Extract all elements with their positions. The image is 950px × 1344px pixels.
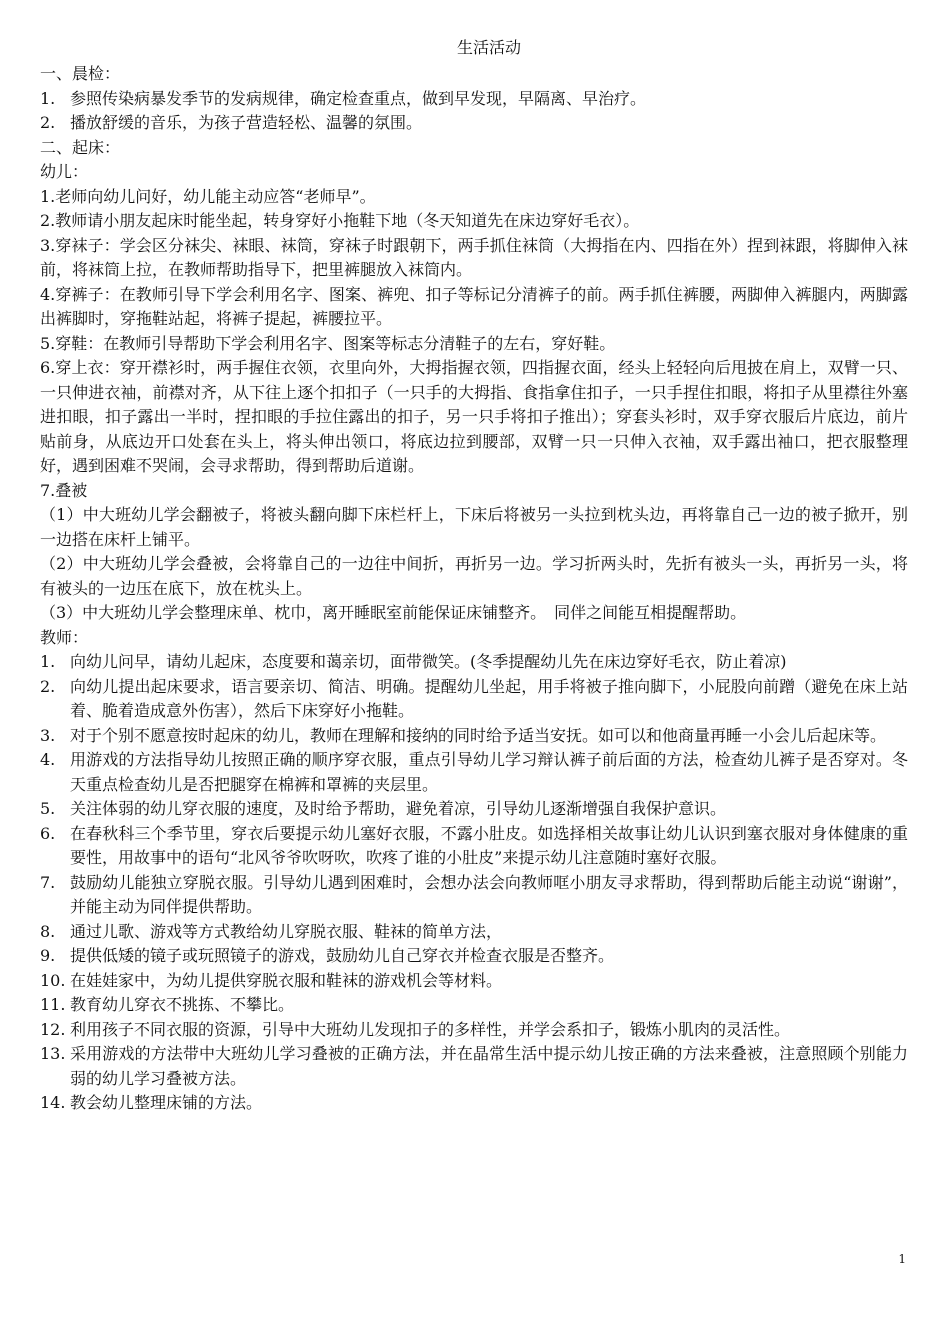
section-heading-morning-check: 一、晨检： xyxy=(40,64,121,83)
list-item-number: 11. xyxy=(40,995,66,1014)
list-item xyxy=(40,724,908,749)
paragraph: 3.穿袜子：学会区分袜尖、袜眼、袜筒，穿袜子时跟朝下，两手抓住袜筒（大拇指在内、四指在外）捏到袜跟，将脚伸入袜前，将袜筒上拉，在教师帮助指导下，把里裤腿放入袜筒内。 xyxy=(40,235,908,279)
list-item-number: 4. xyxy=(40,750,56,769)
list-item-text: 关注体弱的幼儿穿衣服的速度，及时给予帮助，避免着凉，引导幼儿逐渐增强自我保护意识。 xyxy=(70,799,727,818)
list-item-text: 利用孩子不同衣服的资源，引导中大班幼儿发现扣子的多样性，并学会系扣子，锻炼小肌肉的灵活性。 xyxy=(70,1019,791,1039)
document-page xyxy=(40,36,908,1116)
page-title: 生活活动 xyxy=(456,38,521,57)
list-item xyxy=(40,1091,908,1116)
page-number: 1 xyxy=(898,1252,906,1266)
list-item xyxy=(40,748,908,797)
paragraph: 6.穿上衣：穿开襟衫时，两手握住衣领，衣里向外，大拇指握衣领，四指握衣面，经头上轻轻向后甩披在肩上，双臂一只、一只伸进衣袖，前襟对齐，从下往上逐个扣扣子（一只手的大拇指、食指拿住扣子，一只手捏住扣眼，将扣子从里襟往外塞进扣眼，扣子露出一半时，捏扣眼的手拉住露出的扣子，另一只手将扣子推出）；穿套头衫时，双手穿衣服后片底边，前片贴前身，从底边开口处套在头上，将头伸出领口，将底边拉到腰部，双臂一只一只伸入衣袖，双手露出袖口，把衣服整理好，遇到困难不哭闹，会寻求帮助，得到帮助后道谢。 xyxy=(40,358,908,475)
list-item-number: 14. xyxy=(40,1093,66,1112)
list-item-text: 教会幼儿整理床铺的方法。 xyxy=(70,1093,263,1112)
list-item xyxy=(40,993,908,1018)
list-item-number: 3. xyxy=(40,725,56,745)
list-item-text: 向幼儿问早，请幼儿起床，态度要和蔼亲切，面带微笑。(冬季提醒幼儿先在床边穿好毛衣，防止着凉) xyxy=(70,652,787,671)
section-heading-wake-up: 二、起床： xyxy=(40,137,121,157)
list-item xyxy=(40,650,908,675)
list-item-number: 13. xyxy=(40,1044,66,1063)
list-item-number: 6. xyxy=(40,823,56,843)
list-item-text: 播放舒缓的音乐，为孩子营造轻松、温馨的氛围。 xyxy=(70,113,423,132)
list-item-number: 8. xyxy=(40,921,56,941)
list-item-text: 在春秋科三个季节里，穿衣后要提示幼儿塞好衣服，不露小肚皮。如选择相关故事让幼儿认识到塞衣服对身体健康的重要性，用故事中的语句“北风爷爷吹呀吹，吹疼了谁的小肚皮”来提示幼儿注意随时塞好衣服。 xyxy=(70,823,908,867)
list-item-text: 参照传染病暴发季节的发病规律，确定检查重点，做到早发现，早隔离、早治疗。 xyxy=(70,88,647,108)
list-item-text: 提供低矮的镜子或玩照镜子的游戏，鼓励幼儿自己穿衣并检查衣服是否整齐。 xyxy=(70,946,615,965)
list-item-text: 通过儿歌、游戏等方式教给幼儿穿脱衣服、鞋袜的简单方法， xyxy=(70,921,503,941)
list-item xyxy=(40,1042,908,1091)
paragraph: 4.穿裤子：在教师引导下学会利用名字、图案、裤兜、扣子等标记分清裤子的前。两手抓住裤腰，两脚伸入裤腿内，两脚露出裤脚时，穿拖鞋站起，将裤子提起，裤腰拉平。 xyxy=(40,284,908,328)
list-item xyxy=(40,675,908,724)
list-item xyxy=(40,920,908,945)
list-item xyxy=(40,944,908,969)
list-item-text: 鼓励幼儿能独立穿脱衣服。引导幼儿遇到困难时，会想办法会向教师哐小朋友寻求帮助，得到帮助后能主动说“谢谢”，并能主动为同伴提供帮助。 xyxy=(70,872,908,916)
list-item-number: 1. xyxy=(40,652,56,671)
subheading-children: 幼儿： xyxy=(40,162,89,181)
list-item xyxy=(40,1018,908,1043)
list-item-text: 教育幼儿穿衣不挑拣、不攀比。 xyxy=(70,995,295,1014)
list-item-text: 用游戏的方法指导幼儿按照正确的顺序穿衣服，重点引导幼儿学习辩认裤子前后面的方法，检查幼儿裤子是否穿对。冬天重点检查幼儿是否把腿穿在棉裤和罩裤的夹层里。 xyxy=(70,750,908,794)
list-item-number: 1. xyxy=(40,88,56,108)
list-item-text: 向幼儿提出起床要求，语言要亲切、简洁、明确。提醒幼儿坐起，用手将被子推向脚下，小屁股向前蹭（避免在床上站着、脆着造成意外伤害），然后下床穿好小拖鞋。 xyxy=(70,676,908,720)
paragraph: 1.老师向幼儿问好，幼儿能主动应答“老师早”。 xyxy=(40,186,376,206)
list-item-text: 在娃娃家中，为幼儿提供穿脱衣服和鞋袜的游戏机会等材料。 xyxy=(70,970,503,990)
list-item-number: 9. xyxy=(40,946,56,965)
list-item-number: 2. xyxy=(40,676,56,696)
paragraph: （3）中大班幼儿学会整理床单、枕巾，离开睡眠室前能保证床铺整齐。 同伴之间能互相提醒帮助。 xyxy=(40,603,747,622)
list-item xyxy=(40,797,908,822)
list-item-number: 7. xyxy=(40,872,56,892)
list-item xyxy=(40,87,908,112)
subheading-fold-quilt: 7.叠被 xyxy=(40,480,88,500)
list-item xyxy=(40,969,908,994)
list-item xyxy=(40,871,908,920)
subheading-teacher: 教师： xyxy=(40,627,89,647)
list-item-number: 12. xyxy=(40,1019,66,1039)
list-item-text: 采用游戏的方法带中大班幼儿学习叠被的正确方法，并在晶常生活中提示幼儿按正确的方法来叠被，注意照顾个别能力弱的幼儿学习叠被方法。 xyxy=(70,1044,908,1088)
list-item-text: 对于个别不愿意按时起床的幼儿，教师在理解和接纳的同时给予适当安抚。如可以和他商量再睡一小会儿后起床等。 xyxy=(70,725,887,745)
paragraph: 2.教师请小朋友起床时能坐起，转身穿好小拖鞋下地（冬天知道先在床边穿好毛衣）。 xyxy=(40,211,640,230)
teacher-list xyxy=(40,650,908,1116)
paragraph: 5.穿鞋：在教师引导帮助下学会利用名字、图案等标志分清鞋子的左右，穿好鞋。 xyxy=(40,333,616,353)
list-item xyxy=(40,822,908,871)
list-item xyxy=(40,111,908,136)
list-item-number: 10. xyxy=(40,970,66,990)
paragraph: （2）中大班幼儿学会叠被，会将靠自己的一边往中间折，再折另一边。学习折两头时，先折有被头一头，再折另一头，将有被头的一边压在底下，放在枕头上。 xyxy=(40,554,908,598)
list-item-number: 5. xyxy=(40,799,56,818)
list-item-number: 2. xyxy=(40,113,56,132)
paragraph: （1）中大班幼儿学会翻被子，将被头翻向脚下床栏杆上，下床后将被另一头拉到枕头边，再将靠自己一边的被子掀开，别一边搭在床杆上铺平。 xyxy=(40,505,908,549)
